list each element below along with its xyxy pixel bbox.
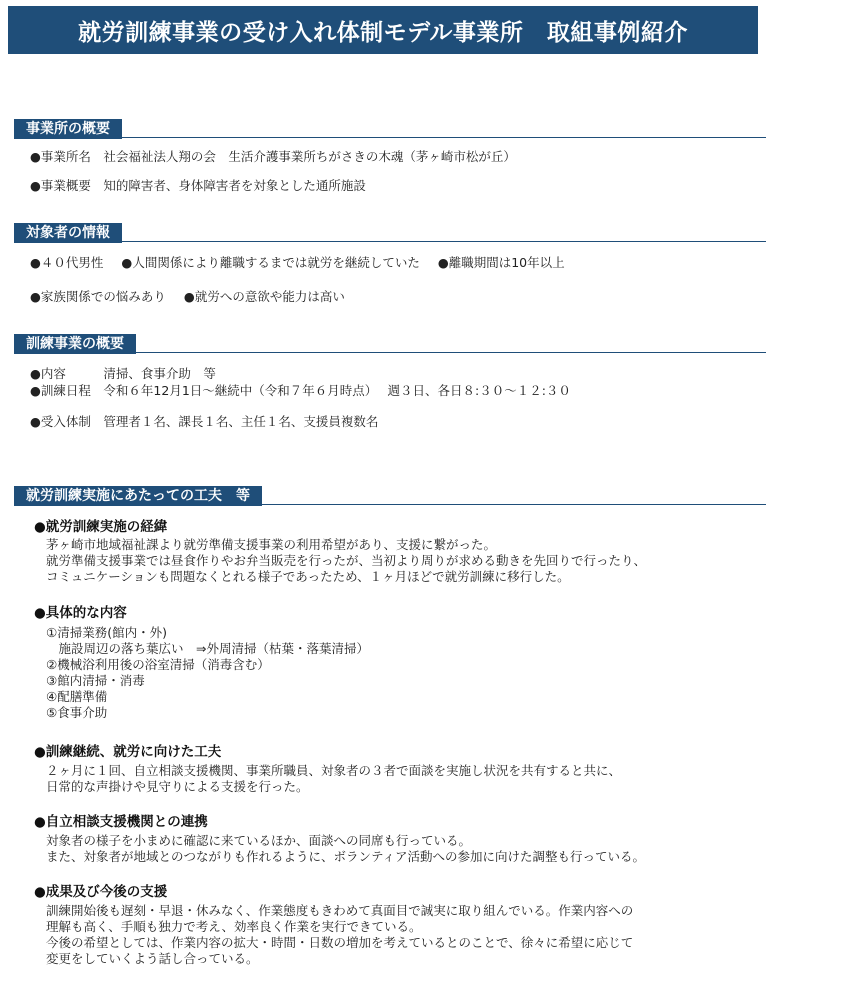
page-title-banner [8,6,758,54]
effort-line: ①清掃業務(館内・外) [46,625,167,640]
target-item: ●離職期間は10年以上 [437,255,565,270]
effort-line: コミュニケーションも問題なくとれる様子であったため、１ヶ月ほどで就労訓練に移行した。 [46,569,570,584]
effort-line: 日常的な声掛けや見守りによる支援を行った。 [46,779,309,794]
target-item: ●人間関係により離職するまでは就労を継続していた [121,255,420,270]
section-header-training [14,333,766,353]
section-heading: 就労訓練実施にあたっての工夫 等 [14,486,262,506]
effort-body [46,763,621,795]
section-heading: 訓練事業の概要 [14,334,136,354]
section-header-target [14,222,766,242]
section-rule [14,504,766,505]
effort-line: 茅ヶ崎市地域福祉課より就労準備支援事業の利用希望があり、支援に繋がった。 [46,537,497,552]
effort-line: 変更をしていくよう話し合っている。 [46,951,259,966]
target-item: ●４０代男性 [30,255,104,270]
effort-title: ●訓練継続、就労に向けた工夫 [34,744,222,760]
effort-body [46,625,369,721]
effort-line: ２ヶ月に１回、自立相談支援機関、事業所職員、対象者の３者で面談を実施し状況を共有すると共に、 [46,763,622,778]
effort-title: ●就労訓練実施の経緯 [34,519,168,535]
target-row [30,289,345,305]
section-header-overview [14,118,766,138]
effort-line: 理解も高く、手順も独力で考え、効率良く作業を実行できている。 [46,919,422,934]
effort-line: ④配膳準備 [46,689,108,704]
effort-line: 今後の希望としては、作業内容の拡大・時間・日数の増加を考えているとのことで、徐々に希望に応じて [46,935,634,950]
effort-title: ●成果及び今後の支援 [34,884,168,900]
effort-line: また、対象者が地域とのつながりも作れるように、ボランティア活動への参加に向けた調整も行っている。 [46,849,646,864]
target-row [30,255,565,271]
overview-line: ●事業概要 知的障害者、身体障害者を対象とした通所施設 [30,178,366,193]
section-rule [14,241,766,242]
effort-title: ●具体的な内容 [34,605,127,621]
section-heading: 対象者の情報 [14,223,122,243]
effort-line: 訓練開始後も遅刻・早退・休みなく、作業態度もきわめて真面目で誠実に取り組んでいる。作業内容への [46,903,634,918]
effort-title: ●自立相談支援機関との連携 [34,814,208,830]
effort-body [46,833,645,865]
section-header-efforts [14,485,766,505]
effort-line: 施設周辺の落ち葉広い ⇒外周清掃（枯葉・落葉清掃） [46,641,369,656]
effort-line: 対象者の様子を小まめに確認に来ているほか、面談への同席も行っている。 [46,833,472,848]
effort-line: ⑤食事介助 [46,705,108,720]
page-title: 就労訓練事業の受け入れ体制モデル事業所 取組事例紹介 [78,19,688,46]
training-line: ●受入体制 管理者１名、課長１名、主任１名、支援員複数名 [30,414,379,429]
target-item: ●就労への意欲や能力は高い [183,289,345,304]
training-line: ●内容 清掃、食事介助 等 [30,366,216,381]
section-rule [14,137,766,138]
effort-line: ③館内清掃・消毒 [46,673,145,688]
effort-line: 就労準備支援事業では昼食作りやお弁当販売を行ったが、当初より周りが求める動きを先回りで行ったり、 [46,553,647,568]
section-rule [14,352,766,353]
training-line: ●訓練日程 令和６年12月1日～継続中（令和７年６月時点） 週３日、各日８:３０～１２:３０ [30,383,571,398]
effort-body [46,537,646,585]
overview-line: ●事業所名 社会福祉法人翔の会 生活介護事業所ちがさきの木魂（茅ヶ崎市松が丘） [30,149,516,164]
target-item: ●家族関係での悩みあり [30,289,166,304]
section-heading: 事業所の概要 [14,119,122,139]
effort-line: ②機械浴利用後の浴室清掃（消毒含む） [46,657,270,672]
effort-body [46,903,633,967]
